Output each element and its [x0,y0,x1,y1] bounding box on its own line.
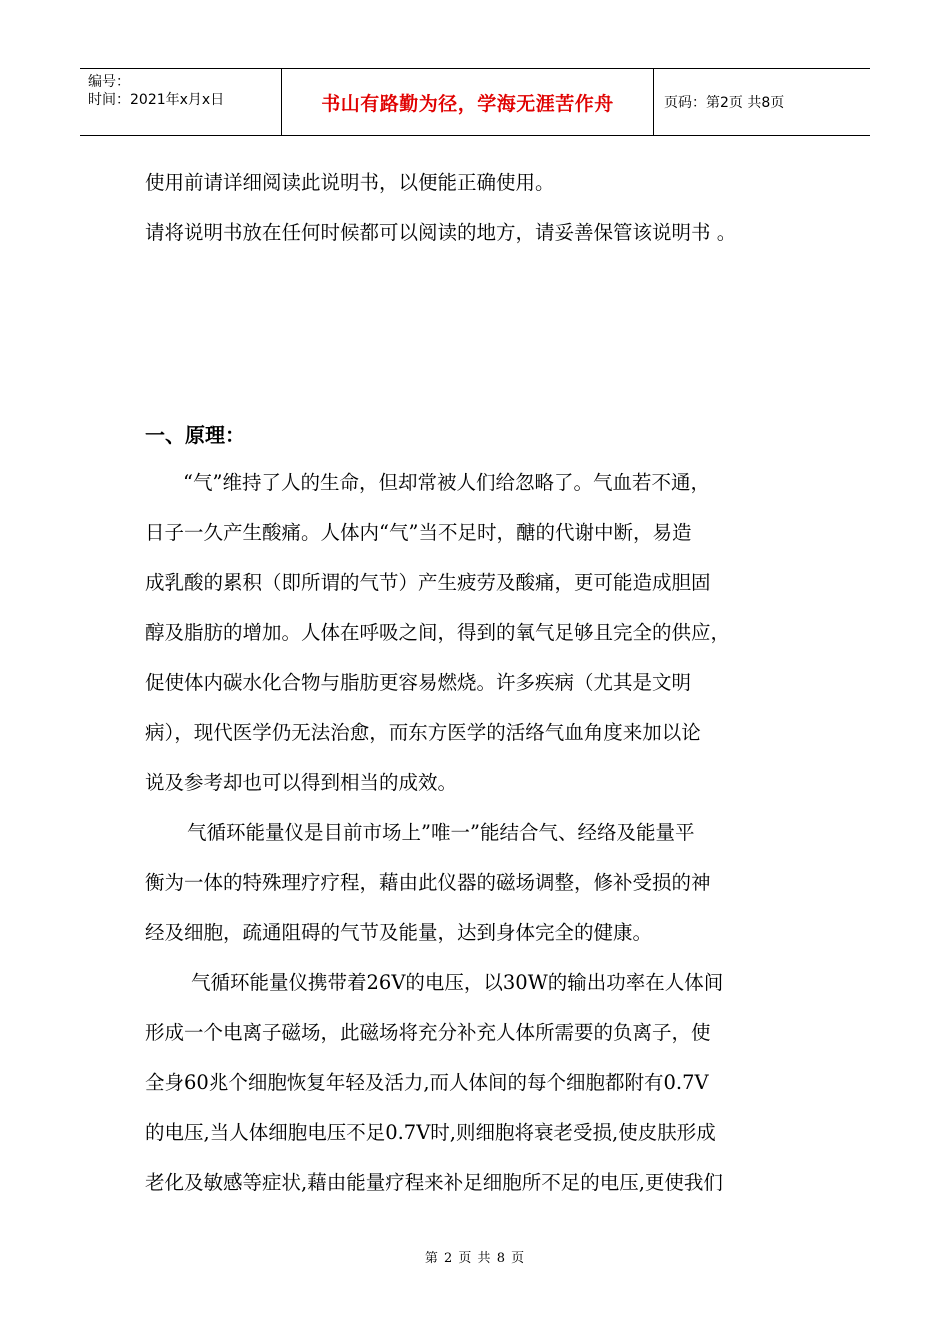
paragraph-line: 气循环能量仪是目前市场上”唯一”能结合气、经络及能量平 [187,821,695,844]
paragraph-line: 日子一久产生酸痛。人体内“气”当不足时，醣的代谢中断，易造 [145,521,692,544]
document-time-label: 时间：2021年x月x日 [88,92,225,108]
intro-line: 请将说明书放在任何时候都可以阅读的地方，请妥善保管该说明书 。 [145,221,737,244]
paragraph-line: 形成一个电离子磁场，此磁场将充分补充人体所需要的负离子，使 [145,1021,711,1044]
paragraph-line: “气”维持了人的生命，但却常被人们给忽略了。气血若不通， [183,471,710,494]
header-motto-cell [281,69,654,135]
paragraph-line: 促使体内碳水化合物与脂肪更容易燃烧。许多疾病（尤其是文明 [145,671,692,694]
paragraph-line: 说及参考却也可以得到相当的成效。 [145,771,458,794]
intro-line: 使用前请详细阅读此说明书，以便能正确使用。 [145,171,555,194]
paragraph-line: 衡为一体的特殊理疗疗程，藉由此仪器的磁场调整，修补受损的神 [145,871,711,894]
document-number-label: 编号： [88,74,130,90]
section-heading: 一、原理： [145,423,245,447]
paragraph-line: 病），现代医学仍无法治愈，而东方医学的活络气血角度来加以论 [145,721,701,744]
paragraph-line: 老化及敏感等症状,藉由能量疗程来补足细胞所不足的电压,更使我们 [145,1171,723,1194]
page-footer: 第 2 页 共 8 页 [424,1251,526,1266]
paragraph-line: 的电压,当人体细胞电压不足0.7V时,则细胞将衰老受损,使皮肤形成 [145,1121,716,1144]
paragraph-line: 气循环能量仪携带着26V的电压，以30W的输出功率在人体间 [191,971,724,994]
paragraph-line: 经及细胞，疏通阻碍的气节及能量，达到身体完全的健康。 [145,921,653,944]
page-header [80,68,870,136]
header-page-cell [654,69,870,135]
paragraph-line: 全身60兆个细胞恢复年轻及活力,而人体间的每个细胞都附有0.7V [145,1071,709,1094]
header-meta [80,69,281,135]
header-page-number: 页码：第2页 共8页 [664,95,785,111]
header-motto: 书山有路勤为径，学海无涯苦作舟 [321,92,614,115]
paragraph-line: 醇及脂肪的增加。人体在呼吸之间，得到的氧气足够且完全的供应， [145,621,731,644]
paragraph-line: 成乳酸的累积（即所谓的气节）产生疲劳及酸痛，更可能造成胆固 [145,571,711,594]
